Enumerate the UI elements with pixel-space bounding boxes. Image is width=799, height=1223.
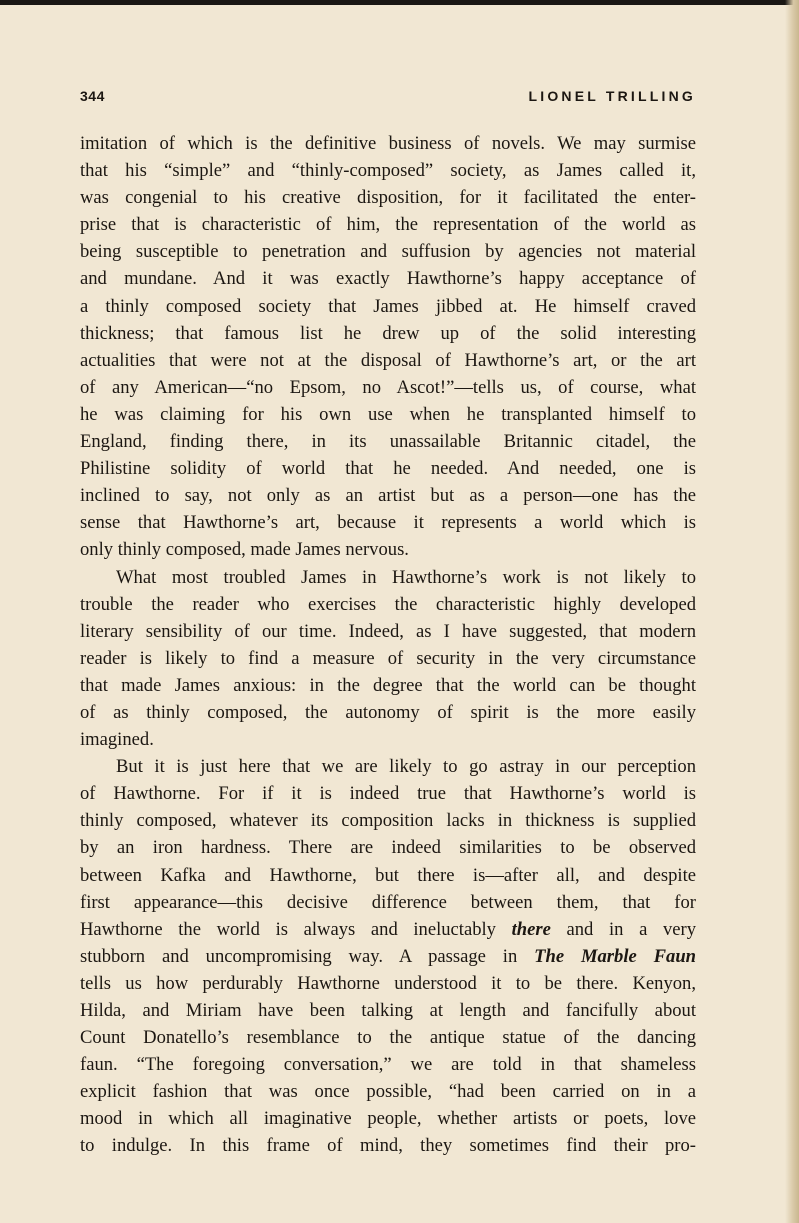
text-line: mood in which all imaginative people, whether artists or poets, love [80, 1108, 696, 1130]
text-line: of as thinly composed, the autonomy of spirit is the more easily [80, 701, 696, 723]
paragraph [80, 564, 696, 754]
text-line: explicit fashion that was once possible, “had been carried on in a [80, 1081, 696, 1103]
text-line: prise that is characteristic of him, the representation of the world as [80, 214, 696, 236]
text-line: of Hawthorne. For if it is indeed true that Hawthorne’s world is [80, 783, 696, 805]
text-line: Count Donatello’s resemblance to the antique statue of the dancing [80, 1027, 696, 1049]
text-line: faun. “The foregoing conversation,” we are told in that shameless [80, 1054, 696, 1076]
text-line: between Kafka and Hawthorne, but there is—after all, and despite [80, 864, 696, 886]
text-line: But it is just here that we are likely to go astray in our perception [116, 756, 696, 778]
text-line: inclined to say, not only as an artist but as a person—one has the [80, 485, 696, 507]
page-binding-edge [785, 0, 799, 1223]
italic-text: there [511, 918, 551, 940]
body-text [80, 130, 696, 1160]
italic-text: The Marble Faun [534, 945, 696, 967]
text-line: imitation of which is the definitive business of novels. We may surmise [80, 133, 696, 154]
text-line: was congenial to his creative disposition, for it facilitated the enter- [80, 187, 696, 209]
text-line: to indulge. In this frame of mind, they sometimes find their pro- [80, 1135, 696, 1157]
text-line: thinly composed, whatever its composition lacks in thickness is supplied [80, 810, 696, 832]
text-line: sense that Hawthorne’s art, because it represents a world which is [80, 512, 696, 534]
text-line: by an iron hardness. There are indeed similarities to be observed [80, 837, 696, 859]
text-line: trouble the reader who exercises the characteristic highly developed [80, 593, 696, 615]
book-page [80, 88, 696, 1160]
text-line: Philistine solidity of world that he needed. And needed, one is [80, 458, 696, 480]
text-line: he was claiming for his own use when he transplanted himself to [80, 403, 696, 425]
text-line: first appearance—this decisive difference between them, that for [80, 891, 696, 913]
text-line: only thinly composed, made James nervous. [80, 539, 409, 561]
text-line: being susceptible to penetration and suffusion by agencies not material [80, 241, 696, 263]
page-top-edge [0, 0, 799, 5]
text-line: literary sensibility of our time. Indeed, as I have suggested, that modern [80, 620, 696, 642]
text-line: and mundane. And it was exactly Hawthorne’s happy acceptance of [80, 268, 696, 290]
text-line: of any American—“no Epsom, no Ascot!”—tells us, of course, what [80, 376, 696, 398]
text-line: that made James anxious: in the degree that the world can be thought [80, 674, 696, 696]
paragraph [80, 753, 696, 1159]
running-head [80, 88, 696, 110]
text-line: What most troubled James in Hawthorne’s work is not likely to [116, 566, 696, 588]
text-line: tells us how perdurably Hawthorne understood it to be there. Kenyon, [80, 972, 696, 994]
text-line: a thinly composed society that James jibbed at. He himself craved [80, 295, 696, 317]
paragraph [80, 130, 696, 564]
text-line: Hilda, and Miriam have been talking at length and fancifully about [80, 1000, 696, 1021]
text-line: that his “simple” and “thinly-composed” society, as James called it, [80, 160, 696, 182]
text-line: actualities that were not at the disposal of Hawthorne’s art, or the art [80, 349, 696, 371]
text-line: Hawthorne the world is always and ineluctably there and in a very [80, 918, 697, 940]
text-line: reader is likely to find a measure of security in the very circumstance [80, 647, 696, 669]
text-line: imagined. [80, 729, 154, 751]
text-line: thickness; that famous list he drew up of the solid interesting [80, 322, 696, 344]
running-title: LIONEL TRILLING [528, 88, 696, 104]
text-line: stubborn and uncompromising way. A passage in The Marble Faun [80, 945, 696, 967]
page-number: 344 [80, 88, 105, 104]
text-line: England, finding there, in its unassailable Britannic citadel, the [80, 431, 696, 453]
